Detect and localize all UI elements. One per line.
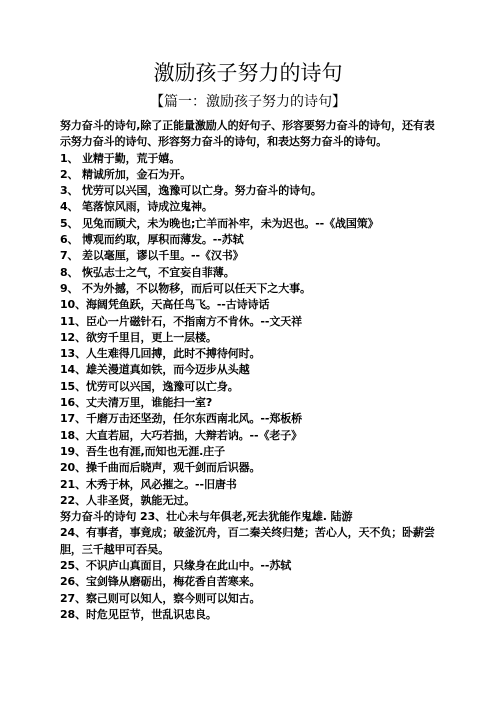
list-item: 7、 差以毫厘，谬以千里。--《汉书》 [60, 249, 244, 263]
section-heading: 【篇一：激励孩子努力的诗句】 [150, 94, 346, 110]
list-item: 28、时危见臣节，世乱识忠良。 [60, 607, 217, 621]
list-item: 8、 恢弘志士之气，不宜妄自菲薄。 [60, 265, 235, 279]
list-item: 15、忧劳可以兴国，逸豫可以亡身。 [60, 379, 239, 393]
list-item: 12、欲穷千里目，更上一层楼。 [60, 330, 217, 344]
page-title: 激励孩子努力的诗句 [153, 61, 343, 85]
list-item: 5、 见兔而顾犬，未为晚也;亡羊而补牢，未为迟也。--《战国策》 [60, 216, 379, 230]
section-prefix: 努力奋斗的诗句 [60, 510, 137, 524]
list-item: 努力奋斗的诗句 23、壮心未与年俱老,死去犹能作鬼雄. 陆游 [60, 510, 353, 524]
list-item: 6、 博观而约取，厚积而薄发。--苏轼 [60, 233, 244, 247]
list-item: 26、宝剑锋从磨砺出，梅花香自苦寒来。 [60, 575, 261, 589]
list-item: 1、 业精于勤，荒于嬉。 [60, 151, 181, 165]
list-item: 16、丈夫清万里，谁能扫一室? [60, 396, 213, 410]
list-item: 14、雄关漫道真如铁，而今迈步从头越 [60, 363, 250, 377]
list-item: 24、有事者，事竟成；破釜沉舟，百二秦关终归楚；苦心人，天不负；卧薪尝胆，三千越甲可吞吴。 [60, 526, 435, 556]
document-body [60, 118, 436, 623]
list-item: 20、操千曲而后晓声，观千剑而后识器。 [60, 461, 261, 475]
list-item: 3、 忧劳可以兴国，逸豫可以亡身。努力奋斗的诗句。 [60, 184, 322, 198]
list-item: 10、海阔凭鱼跃，天高任鸟飞。--古诗诗话 [60, 298, 270, 312]
poem-list [60, 151, 436, 624]
list-item: 2、 精诚所加，金石为开。 [60, 167, 191, 181]
list-item: 11、臣心一片磁针石，不指南方不肯休。--文天祥 [60, 314, 303, 328]
list-item: 18、大直若屈，大巧若拙，大辩若讷。--《老子》 [60, 428, 303, 442]
list-item: 13、人生难得几回搏，此时不搏待何时。 [60, 347, 261, 361]
intro-paragraph: 努力奋斗的诗句,除了正能量激励人的好句子、形容要努力奋斗的诗句，还有表示努力奋斗的诗句、形容努力奋斗的诗句，和表达努力奋斗的诗句。 [60, 119, 435, 149]
list-item: 21、木秀于林，风必摧之。--旧唐书 [60, 477, 237, 491]
list-item: 17、千磨万击还坚劲，任尔东西南北风。--郑板桥 [60, 412, 303, 426]
list-item: 22、人非圣贤，孰能无过。 [60, 493, 196, 507]
list-item: 9、 不为外撼，不以物移，而后可以任天下之大事。 [60, 281, 311, 295]
list-item: 19、吾生也有涯,而知也无涯.庄子 [60, 444, 225, 458]
list-item: 27、察己则可以知人，察今则可以知古。 [60, 591, 261, 605]
list-item: 25、不识庐山真面目，只缘身在此山中。--苏轼 [60, 559, 292, 573]
list-item: 4、 笔落惊风雨，诗成泣鬼神。 [60, 200, 213, 214]
